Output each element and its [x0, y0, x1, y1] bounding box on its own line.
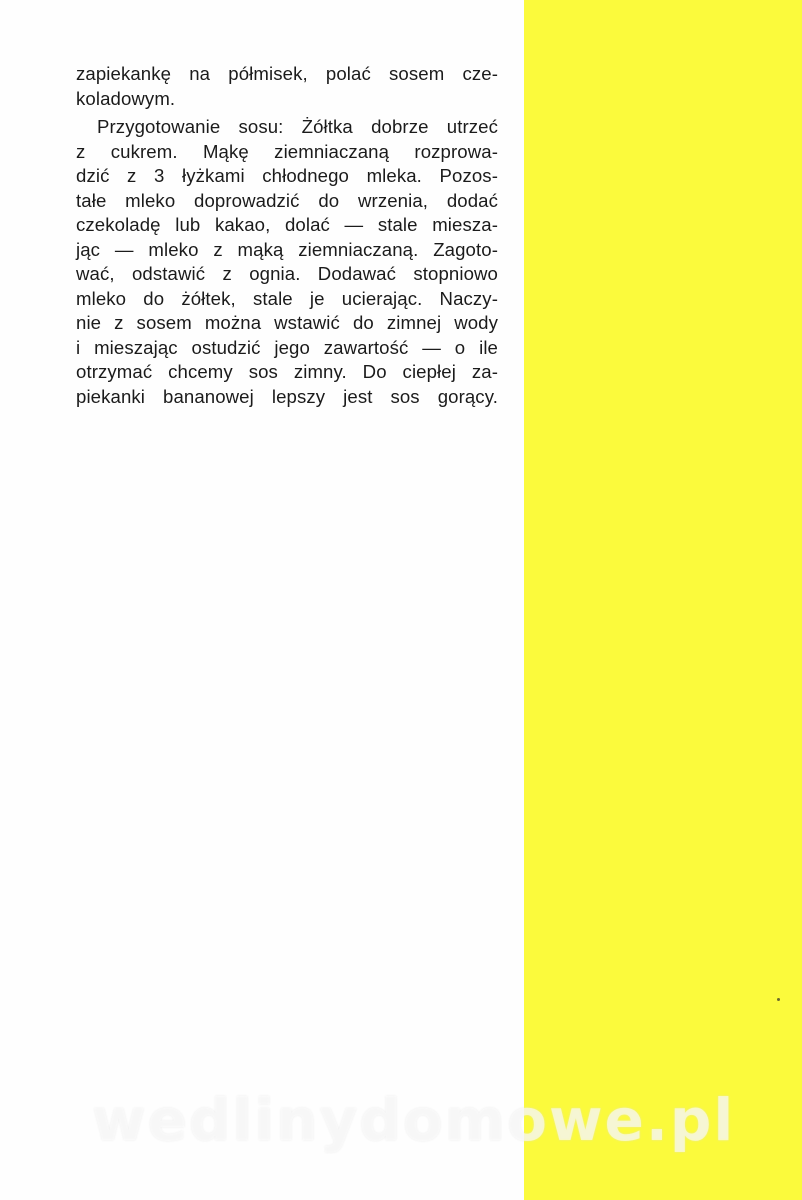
text-line: piekanki bananowej lepszy jest sos gorący. [76, 385, 498, 407]
text-line: i mieszając ostudzić jego zawartość — o ile [76, 336, 498, 358]
text-line: otrzymać chcemy sos zimny. Do ciepłej za- [76, 361, 498, 382]
text-line: koladowym. [76, 87, 176, 109]
text-line: mleko do żółtek, stale je ucierając. Naczy- [76, 287, 498, 309]
text-line: zapiekankę na półmisek, polać sosem cze- [76, 63, 498, 84]
text-line: czekoladę lub kakao, dolać — stale miesza- [76, 214, 498, 235]
text-line: Przygotowanie sosu: Żółtka dobrze utrzeć [97, 116, 498, 137]
text-line: dzić z 3 łyżkami chłodnego mleka. Pozos- [76, 165, 498, 186]
text-line: nie z sosem można wstawić do zimnej wody [76, 312, 498, 333]
text-line: wać, odstawić z ognia. Dodawać stopniowo [76, 263, 498, 284]
text-line: jąc — mleko z mąką ziemniaczaną. Zagoto- [76, 238, 498, 260]
yellow-side-band [524, 0, 802, 1200]
recipe-text [76, 62, 498, 409]
paragraph-continuation [76, 62, 498, 111]
print-speck [777, 998, 780, 1001]
watermark: wedlinydomowe.pl [92, 1086, 736, 1154]
text-line: z cukrem. Mąkę ziemniaczaną rozprowa- [76, 140, 498, 162]
text-line: tałe mleko doprowadzić do wrzenia, dodać [76, 189, 498, 211]
paragraph-sauce-preparation [76, 115, 498, 409]
